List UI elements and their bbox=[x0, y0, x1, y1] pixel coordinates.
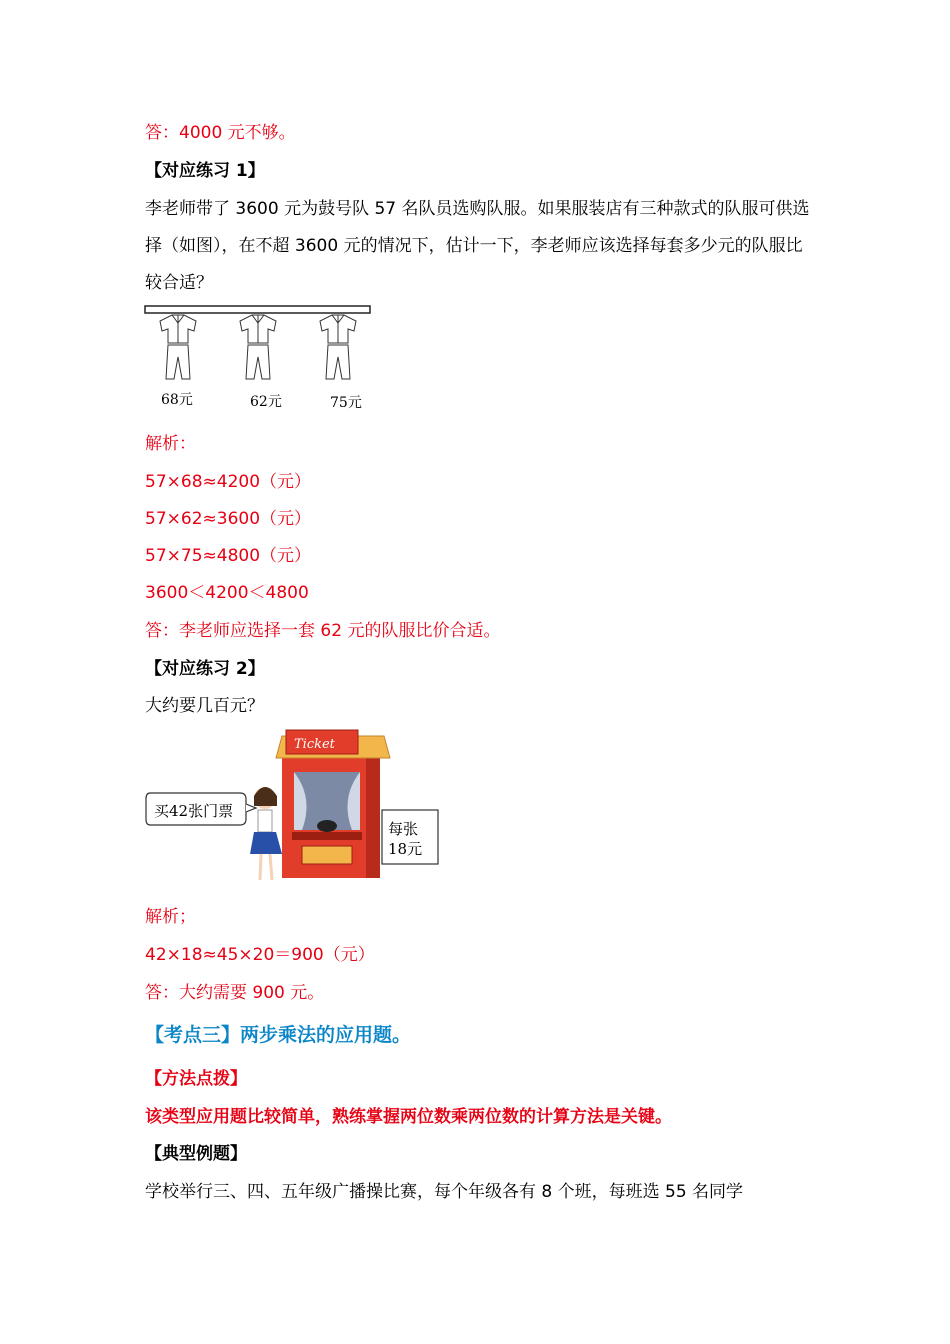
example-heading: 【典型例题】 bbox=[145, 1144, 247, 1164]
practice1-analysis-label: 解析： bbox=[145, 434, 196, 454]
svg-text:Ticket: Ticket bbox=[294, 737, 335, 752]
clothing-illustration bbox=[144, 303, 374, 413]
example-text: 学校举行三、四、五年级广播操比赛，每个年级各有 8 个班，每班选 55 名同学 bbox=[145, 1182, 744, 1202]
practice2-analysis-label: 解析； bbox=[145, 907, 196, 927]
practice1-step-1: 57×68≈4200（元） bbox=[145, 472, 312, 492]
practice1-step-3: 57×75≈4800（元） bbox=[145, 546, 312, 566]
practice1-step-4: 3600＜4200＜4800 bbox=[145, 583, 309, 603]
price-label-3: 75元 bbox=[330, 395, 362, 411]
practice2-heading: 【对应练习 2】 bbox=[145, 659, 265, 679]
practice1-heading: 【对应练习 1】 bbox=[145, 161, 265, 181]
price-sign-line2: 18元 bbox=[388, 840, 423, 858]
practice1-question: 李老师带了 3600 元为鼓号队 57 名队员选购队服。如果服装店有三种款式的队服可供选择（如图），在不超 3600 元的情况下，估计一下，李老师应该选择每套多少元的队服比较合适？ bbox=[145, 199, 810, 293]
ticket-booth-illustration bbox=[144, 728, 444, 893]
method-heading: 【方法点拨】 bbox=[145, 1069, 247, 1089]
practice2-question: 大约要几百元？ bbox=[145, 696, 264, 716]
answer-previous: 答：4000 元不够。 bbox=[145, 123, 296, 143]
speech-bubble-text: 买42张门票 bbox=[154, 802, 234, 820]
practice2-step: 42×18≈45×20＝900（元） bbox=[145, 945, 375, 965]
price-label-1: 68元 bbox=[161, 392, 193, 408]
practice1-answer: 答：李老师应选择一套 62 元的队服比价合适。 bbox=[145, 621, 501, 641]
clothing-rack-icon bbox=[144, 303, 374, 388]
method-text: 该类型应用题比较简单，熟练掌握两位数乘两位数的计算方法是关键。 bbox=[145, 1107, 672, 1127]
price-label-2: 62元 bbox=[250, 394, 282, 410]
practice1-step-2: 57×62≈3600（元） bbox=[145, 509, 312, 529]
topic3-heading: 【考点三】两步乘法的应用题。 bbox=[145, 1024, 412, 1046]
practice2-answer: 答：大约需要 900 元。 bbox=[145, 983, 325, 1003]
price-sign-line1: 每张 bbox=[388, 820, 419, 838]
